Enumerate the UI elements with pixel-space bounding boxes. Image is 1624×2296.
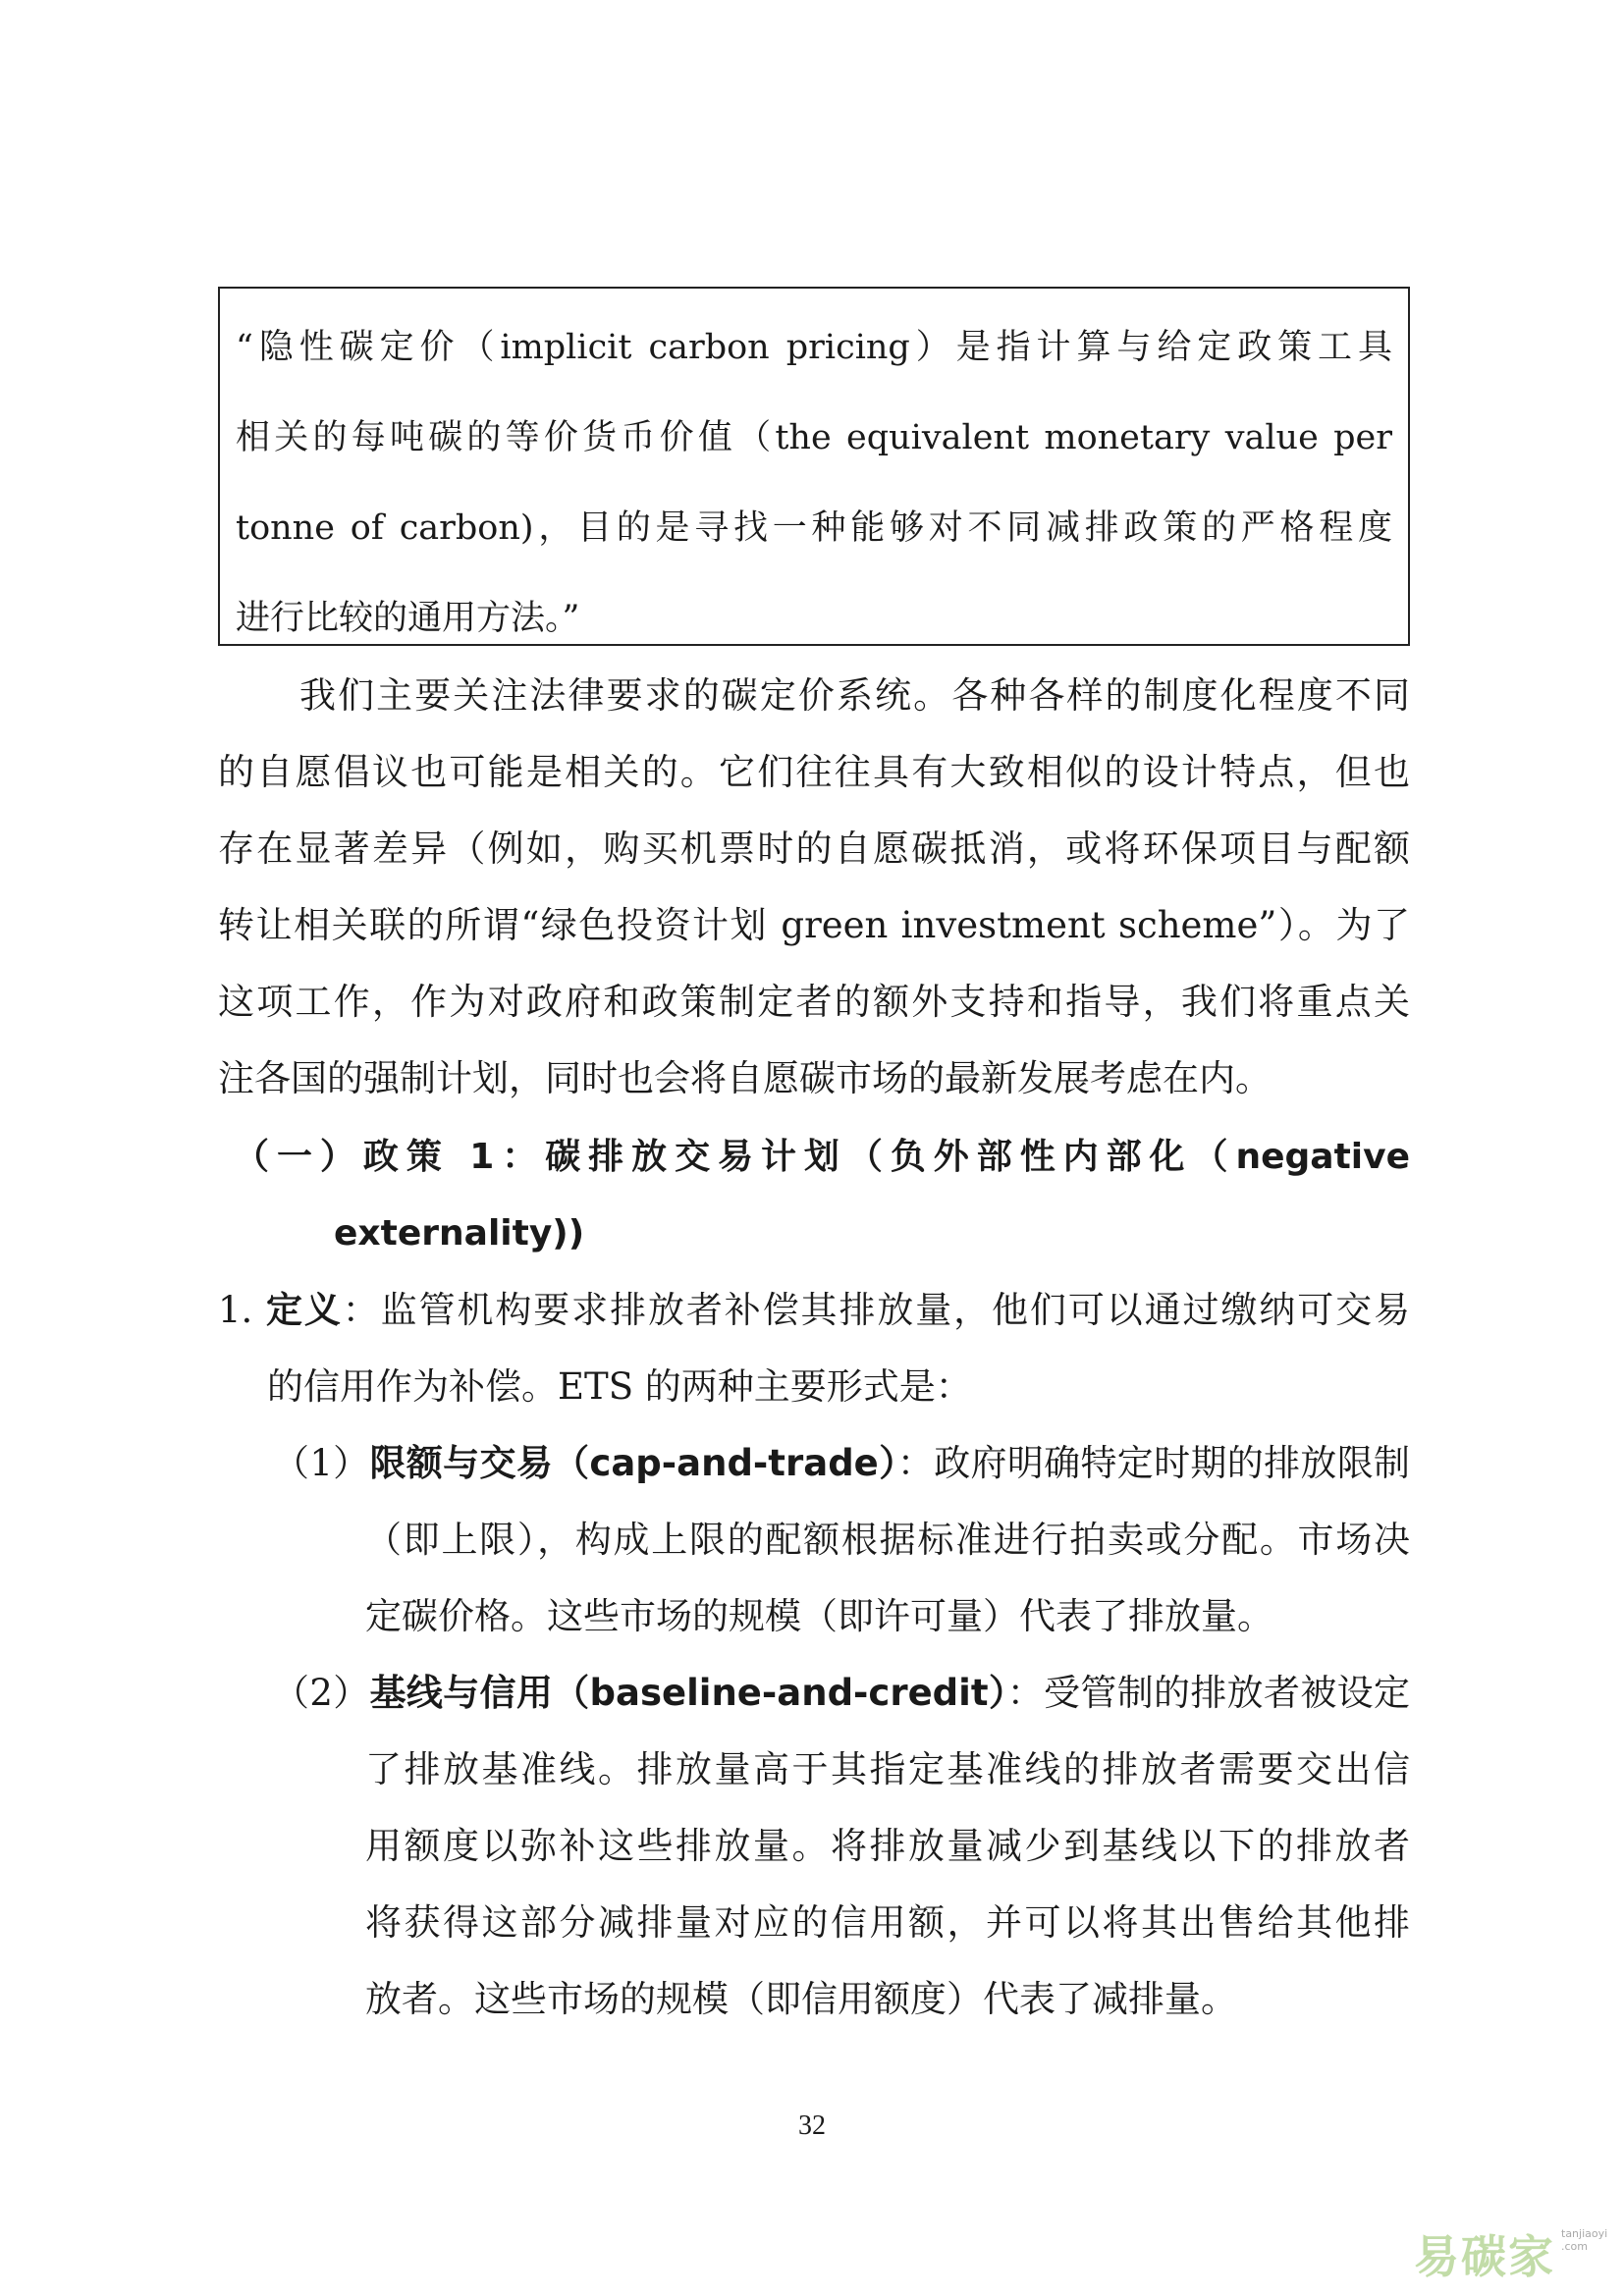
definition-number: 1. [218, 1289, 253, 1331]
page-number: 32 [798, 2110, 826, 2141]
watermark-subtext: tanjiaoyi .com [1561, 2227, 1608, 2253]
quote-line: “隐性碳定价（implicit carbon pricing）是指计算与给定政策工具 [236, 328, 1392, 367]
list-item-text: ：受管制的排放者被设定 [1006, 1672, 1411, 1714]
list-item-line: 放者。这些市场的规模（即信用额度）代表了减排量。 [365, 1978, 1237, 2020]
list-item-line: 用额度以弥补这些排放量。将排放量减少到基线以下的排放者 [365, 1825, 1410, 1867]
paragraph-line: 我们主要关注法律要求的碳定价系统。各种各样的制度化程度不同 [299, 674, 1410, 717]
list-item-2 [273, 1655, 1410, 1732]
watermark-text: 易碳家 [1414, 2230, 1555, 2283]
quote-line: tonne of carbon)，目的是寻找一种能够对不同减排政策的严格程度 [236, 508, 1392, 548]
list-item-line: （即上限），构成上限的配额根据标准进行拍卖或分配。市场决 [365, 1519, 1410, 1561]
definition-label: 定义 [265, 1289, 343, 1331]
list-item-text: ：政府明确特定时期的排放限制 [896, 1442, 1411, 1484]
definition-line: 的信用作为补偿。ETS 的两种主要形式是： [267, 1365, 972, 1408]
paragraph-line: 存在显著差异（例如，购买机票时的自愿碳抵消，或将环保项目与配额 [218, 828, 1410, 870]
paragraph-line: 转让相关联的所谓“绿色投资计划 green investment scheme”）。为了 [218, 904, 1410, 946]
list-item-line: 将获得这部分减排量对应的信用额，并可以将其出售给其他排 [365, 1901, 1410, 1944]
paragraph-line: 注各国的强制计划，同时也会将自愿碳市场的最新发展考虑在内。 [218, 1057, 1272, 1099]
list-marker: （2） [273, 1672, 370, 1714]
watermark-logo [1414, 2214, 1610, 2282]
section-heading: （一）政策 1：碳排放交易计划（负外部性内部化（negative [234, 1137, 1410, 1177]
list-item-1 [273, 1425, 1410, 1502]
list-marker: （1） [273, 1442, 370, 1484]
section-heading-continued: externality)) [334, 1213, 585, 1254]
list-item-label: 基线与信用（baseline-and-credit） [369, 1672, 1007, 1714]
list-item-label: 限额与交易（cap-and-trade） [369, 1442, 897, 1484]
quote-box [218, 287, 1410, 646]
paragraph-line: 这项工作，作为对政府和政策制定者的额外支持和指导，我们将重点关 [218, 981, 1410, 1023]
definition-text: ：监管机构要求排放者补偿其排放量，他们可以通过缴纳可交易 [342, 1289, 1411, 1331]
definition-line [218, 1272, 1410, 1349]
quote-line: 相关的每吨碳的等价货币价值（the equivalent monetary value per [236, 418, 1392, 457]
list-item-line: 了排放基准线。排放量高于其指定基准线的排放者需要交出信 [365, 1748, 1410, 1790]
list-item-line: 定碳价格。这些市场的规模（即许可量）代表了排放量。 [365, 1595, 1273, 1637]
quote-line: 进行比较的通用方法。” [236, 599, 580, 638]
paragraph-line: 的自愿倡议也可能是相关的。它们往往具有大致相似的设计特点，但也 [218, 751, 1410, 793]
